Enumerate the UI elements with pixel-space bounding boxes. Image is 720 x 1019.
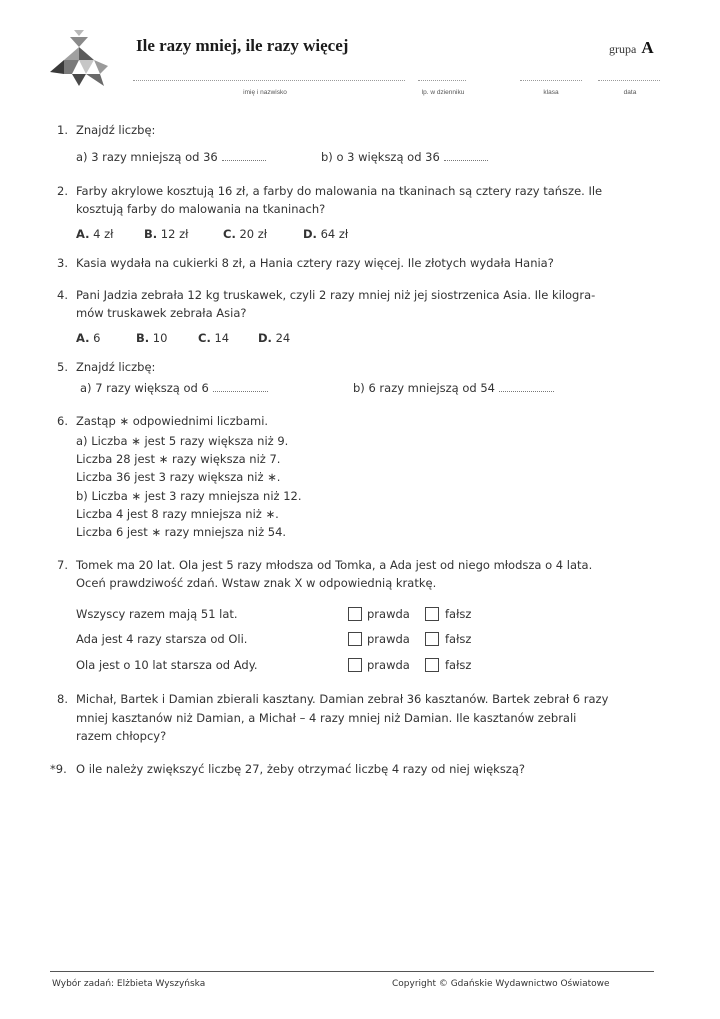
answer-line[interactable] <box>499 382 554 392</box>
true-checkbox[interactable] <box>348 632 362 646</box>
question-4-line-2: mów truskawek zebrała Asia? <box>76 306 247 320</box>
group-label: grupa <box>609 42 637 56</box>
question-1b-text: b) o 3 większą od 36 <box>321 150 440 164</box>
footer-copyright: Copyright © Gdańskie Wydawnictwo Oświatowe <box>392 979 610 989</box>
option-value: 4 zł <box>93 227 114 241</box>
option-value: 10 <box>152 331 168 345</box>
statement-3: Ola jest o 10 lat starsza od Ady. <box>76 658 258 672</box>
name-field-line[interactable] <box>133 80 405 81</box>
group-value: A <box>641 38 654 57</box>
question-8-line-1: Michał, Bartek i Damian zbierali kasztany. Damian zebrał 36 kasztanów. Bartek zebrał 6 razy <box>76 692 609 706</box>
question-4-option-b <box>136 331 167 345</box>
false-checkbox[interactable] <box>425 632 439 646</box>
question-8-line-2: mniej kasztanów niż Damian, a Michał – 4 razy mniej niż Damian. Ile kasztanów zebrali <box>76 711 577 725</box>
option-letter: D. <box>303 227 317 241</box>
option-value: 6 <box>93 331 101 345</box>
option-value: 12 zł <box>160 227 189 241</box>
question-7-line-1: Tomek ma 20 lat. Ola jest 5 razy młodsza od Tomka, a Ada jest od niego młodsza o 4 lata. <box>76 558 593 572</box>
question-3-text: Kasia wydała na cukierki 8 zł, a Hania cztery razy więcej. Ile złotych wydała Hania? <box>76 256 554 270</box>
question-6-text: Zastąp ∗ odpowiednimi liczbami. <box>76 414 269 428</box>
name-field-label: imię i nazwisko <box>243 89 287 96</box>
question-3-number: 3. <box>57 256 68 270</box>
question-1a <box>76 150 266 164</box>
question-2-line-1: Farby akrylowe kosztują 16 zł, a farby do malowania na tkaninach są cztery razy tańsze. Ile <box>76 184 603 198</box>
option-value: 64 zł <box>320 227 349 241</box>
false-label: fałsz <box>445 632 472 646</box>
question-1-text: Znajdź liczbę: <box>76 123 156 137</box>
question-2-option-c <box>223 227 267 241</box>
footer-divider <box>50 971 654 972</box>
option-value: 14 <box>214 331 230 345</box>
statement-2: Ada jest 4 razy starsza od Oli. <box>76 632 248 646</box>
question-6-line: Liczba 4 jest 8 razy mniejsza niż ∗. <box>76 507 279 521</box>
group-indicator <box>609 38 654 58</box>
true-label: prawda <box>367 632 410 646</box>
false-checkbox[interactable] <box>425 607 439 621</box>
question-8-line-3: razem chłopcy? <box>76 729 167 743</box>
date-field-label: data <box>623 89 637 96</box>
question-9-text: O ile należy zwiększyć liczbę 27, żeby otrzymać liczbę 4 razy od niej większą? <box>76 762 525 776</box>
answer-line[interactable] <box>444 151 488 161</box>
question-4-option-a <box>76 331 100 345</box>
option-value: 24 <box>275 331 291 345</box>
true-label: prawda <box>367 607 410 621</box>
question-7-line-2: Oceń prawdziwość zdań. Wstaw znak X w odpowiednią kratkę. <box>76 576 437 590</box>
class-field-line[interactable] <box>520 80 582 81</box>
question-4-option-c <box>198 331 229 345</box>
date-field-line[interactable] <box>598 80 660 81</box>
true-checkbox[interactable] <box>348 607 362 621</box>
question-8-number: 8. <box>57 692 68 706</box>
question-2-option-d <box>303 227 348 241</box>
question-2-option-b <box>144 227 188 241</box>
question-5-number: 5. <box>57 360 68 374</box>
question-4-option-d <box>258 331 290 345</box>
question-5a <box>80 381 268 395</box>
register-number-field-line[interactable] <box>418 80 466 81</box>
register-number-field-label: lp. w dzienniku <box>421 89 465 96</box>
question-1b <box>321 150 488 164</box>
question-1-number: 1. <box>57 123 68 137</box>
question-9-number: *9. <box>50 762 67 776</box>
question-5-text: Znajdź liczbę: <box>76 360 156 374</box>
question-6-number: 6. <box>57 414 68 428</box>
option-letter: C. <box>223 227 236 241</box>
false-checkbox[interactable] <box>425 658 439 672</box>
option-letter: A. <box>76 227 90 241</box>
answer-line[interactable] <box>213 382 268 392</box>
question-5b <box>353 381 554 395</box>
question-4-line-1: Pani Jadzia zebrała 12 kg truskawek, czyli 2 razy mniej niż jej siostrzenica Asia. Ile kilogra- <box>76 288 596 302</box>
question-6-line: a) Liczba ∗ jest 5 razy większa niż 9. <box>76 434 289 448</box>
class-field-label: klasa <box>543 89 559 96</box>
question-2-number: 2. <box>57 184 68 198</box>
false-label: fałsz <box>445 607 472 621</box>
option-letter: C. <box>198 331 211 345</box>
option-letter: B. <box>144 227 158 241</box>
false-label: fałsz <box>445 658 472 672</box>
worksheet-title: Ile razy mniej, ile razy więcej <box>136 36 349 55</box>
question-4-number: 4. <box>57 288 68 302</box>
statement-1: Wszyscy razem mają 51 lat. <box>76 607 238 621</box>
question-6-line: Liczba 28 jest ∗ razy większa niż 7. <box>76 452 281 466</box>
question-2-option-a <box>76 227 113 241</box>
option-value: 20 zł <box>239 227 268 241</box>
question-6-line: b) Liczba ∗ jest 3 razy mniejsza niż 12. <box>76 489 302 503</box>
option-letter: A. <box>76 331 90 345</box>
option-letter: D. <box>258 331 272 345</box>
true-checkbox[interactable] <box>348 658 362 672</box>
answer-line[interactable] <box>222 151 266 161</box>
option-letter: B. <box>136 331 150 345</box>
publisher-logo-icon <box>44 30 110 88</box>
question-7-number: 7. <box>57 558 68 572</box>
question-5b-text: b) 6 razy mniejszą od 54 <box>353 381 495 395</box>
question-1a-text: a) 3 razy mniejszą od 36 <box>76 150 218 164</box>
question-6-line: Liczba 6 jest ∗ razy mniejsza niż 54. <box>76 525 287 539</box>
question-5a-text: a) 7 razy większą od 6 <box>80 381 209 395</box>
footer-author: Wybór zadań: Elżbieta Wyszyńska <box>52 979 206 989</box>
question-2-line-2: kosztują farby do malowania na tkaninach? <box>76 202 326 216</box>
question-6-line: Liczba 36 jest 3 razy większa niż ∗. <box>76 470 281 484</box>
true-label: prawda <box>367 658 410 672</box>
